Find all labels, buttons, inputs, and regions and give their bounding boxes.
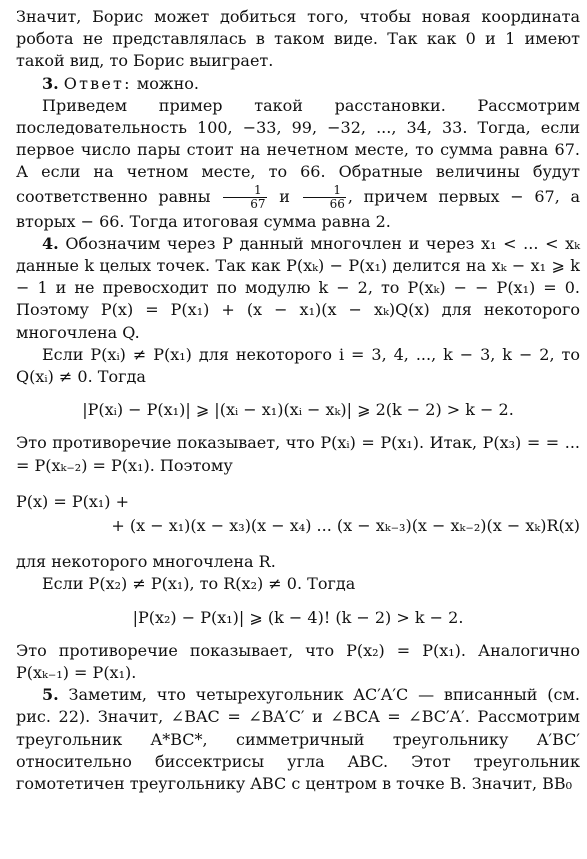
problem-4-intro [16,233,580,344]
fraction-one-67-denominator: 67 [250,196,266,211]
inequality-2: |P(x₂) − P(x₁)| ⩾ (k − 4)! (k − 2) > k − 2. [132,607,464,627]
fraction-one-67 [223,184,266,211]
example-text-a: Приведем пример такой расстановки. Рассмотрим последовательность 100, −33, 99, −32, ..., 34, 33. Тогда, если первое число пары стоит на нечетном месте, то сумма равна 67. А если на четном месте, то 66. Обратные величины будут соответственно равны [16,95,580,206]
paragraph-example-sequence [16,95,580,233]
equation-p-line-1: P(x) = P(x₁) + [16,491,130,511]
problem-4-text: Обозначим через P данный многочлен и через x₁ < ... < xₖ данные k целых точек. Так как P(xₖ) − P(x₁) делится на xₖ − x₁ ⩾ k − 1 и не превосходит по модулю k − 2, то P(xₖ) − − P(x₁) = 0. Поэтому P(x) = P(x₁) + (x − x₁)(x − xₖ)Q(x) для некоторого многочлена Q. [16,233,580,342]
paragraph-contradiction-1: Это противоречие показывает, что P(xᵢ) = P(x₁). Итак, P(x₃) = = ... = P(xₖ₋₂) = P(x₁). Поэтому [16,433,580,475]
fraction-one-67-numerator: 1 [223,184,266,198]
answer-text: можно. [131,73,199,93]
fraction-one-66-numerator: 1 [303,184,346,198]
problem-3-answer [16,73,580,95]
paragraph-if-p-xi: Если P(xᵢ) ≠ P(x₁) для некоторого i = 3, 4, ..., k − 3, k − 2, то Q(xᵢ) ≠ 0. Тогда [16,344,580,387]
fraction-one-66 [303,184,346,211]
answer-label: Ответ: [63,73,132,93]
equation-p-line-2: + (x − x₁)(x − x₃)(x − x₄) ... (x − xₖ₋₃)(x − xₖ₋₂)(x − xₖ)R(x) [111,516,580,536]
problem-5-body: Заметим, что четырехугольник AC′A′C — вписанный (см. рис. 22). Значит, ∠BAC = ∠BA′C′ и ∠BCA = ∠BC′A′. Рассмотрим треугольник A*BC*, симметричный треугольнику A′BC′ относительно биссектрисы угла ABC. Этот треугольник гомотетичен треугольнику ABC с центром в точке B. Значит, BB₀ [16,685,580,794]
paragraph-polynomial-r: для некоторого многочлена R. [16,552,276,572]
paragraph-contradiction-2: Это противоречие показывает, что P(x₂) = P(x₁). Аналогично P(xₖ₋₁) = P(x₁). [16,640,580,683]
problem-3-number: 3. [42,73,59,93]
example-text-b: , причем первых − 67, а вторых − 66. Тогда итоговая сумма равна 2. [16,186,581,231]
problem-5-number: 5. [42,685,59,705]
fraction-one-66-denominator: 66 [329,196,345,211]
problem-4-number: 4. [42,233,59,253]
text-column [16,6,580,795]
paragraph-boris-conclusion: Значит, Борис может добиться того, чтобы новая координата робота не представлялась в таком виде. Так как 0 и 1 имеют такой вид, то Борис выиграет. [16,7,580,71]
problem-5-text [16,684,580,795]
example-text-and: и [268,186,301,206]
paragraph-if-p-x2: Если P(x₂) ≠ P(x₁), то R(x₂) ≠ 0. Тогда [42,574,356,594]
inequality-1: |P(xᵢ) − P(x₁)| ⩾ |(xᵢ − x₁)(xᵢ − xₖ)| ⩾ 2(k − 2) > k − 2. [82,400,514,420]
